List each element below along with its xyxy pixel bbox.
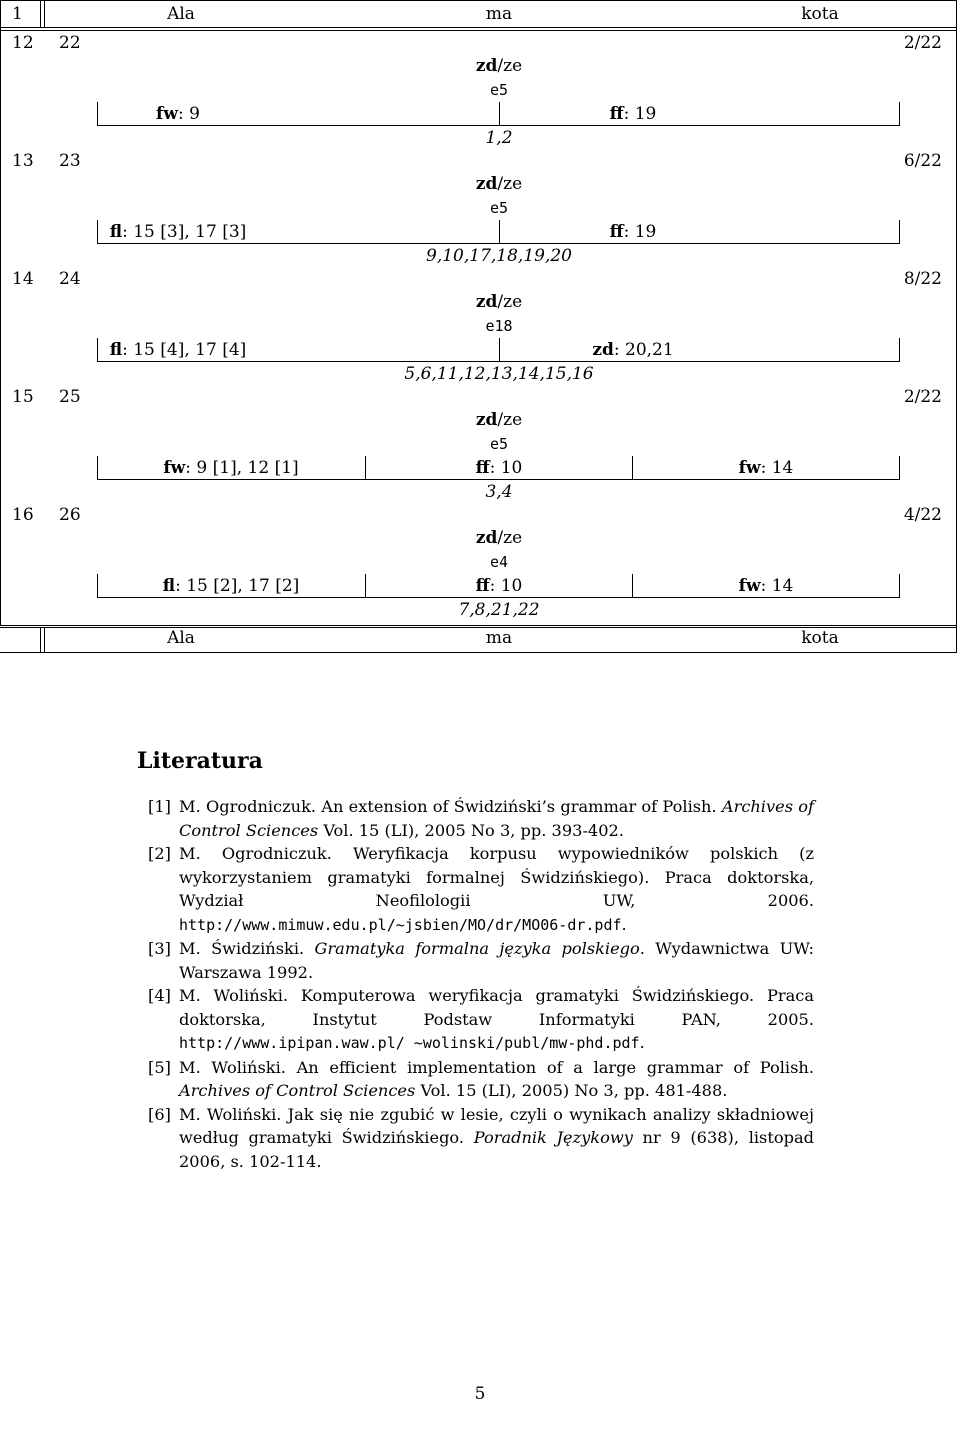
rule-horizontal — [0, 30, 957, 31]
node-numbers: 3,4 — [485, 482, 513, 502]
node-id: 13 — [12, 151, 34, 171]
bib-journal-title: Archives of Control Sciences — [179, 1081, 416, 1100]
node-id: 15 — [12, 387, 34, 407]
node-fraction: 2/22 — [903, 387, 942, 407]
bib-url[interactable]: http://www.ipipan.waw.pl/ ~wolinski/publ/mw-phd.pdf — [179, 1034, 640, 1052]
node-fraction: 2/22 — [903, 33, 942, 53]
child-middle — [476, 456, 523, 480]
node-feature: e5 — [489, 435, 509, 453]
bib-entry-number: [3] — [148, 939, 171, 958]
node-ref: 26 — [59, 505, 81, 525]
bib-entry — [148, 984, 814, 1056]
category-rest: /ze — [497, 410, 523, 430]
rule-vertical — [365, 574, 366, 597]
rule-vertical — [956, 0, 957, 653]
literature-heading: Literatura — [137, 748, 263, 774]
child-right — [610, 220, 657, 244]
bib-text: M. Woliński. Jak się nie zgubić w lesie, czyli o wynikach analizy składniowej według gramatyki Świdzińskiego. — [179, 1104, 814, 1147]
rule-horizontal — [0, 27, 957, 28]
bib-text: . — [639, 1033, 645, 1052]
bib-journal-title: Gramatyka formalna języka polskiego — [314, 939, 640, 958]
category-bold: zd — [475, 56, 498, 76]
feature-value: : 19 — [623, 104, 657, 124]
node-category — [476, 290, 522, 314]
feature-label: ff — [609, 104, 624, 124]
category-rest: /ze — [497, 56, 523, 76]
footer-word-3: kota — [801, 628, 839, 648]
rule-horizontal — [0, 652, 957, 653]
category-rest: /ze — [497, 174, 523, 194]
rule-vertical — [97, 338, 98, 361]
rule-vertical — [899, 338, 900, 361]
node-fraction: 8/22 — [903, 269, 942, 289]
node-feature: e18 — [485, 317, 513, 335]
rule-vertical — [899, 102, 900, 125]
feature-value: : 10 — [489, 576, 523, 596]
node-numbers: 9,10,17,18,19,20 — [426, 246, 572, 266]
child-left — [163, 574, 300, 598]
feature-label: fw — [163, 458, 186, 478]
rule-vertical — [899, 456, 900, 479]
node-category — [476, 408, 522, 432]
child-left — [110, 338, 247, 362]
feature-value: : 15 [2], 17 [2] — [175, 576, 300, 596]
bib-text: nr 9 (638), listopad 2006, s. 102-114. — [179, 1128, 814, 1171]
child-left — [110, 220, 247, 244]
bib-text: M. Woliński. An efficient implementation of a large grammar of Polish. — [179, 1057, 814, 1077]
feature-label: fw — [738, 576, 761, 596]
node-category — [476, 526, 522, 550]
bib-entry-number: [4] — [148, 986, 171, 1005]
rule-vertical — [44, 627, 45, 653]
feature-label: fl — [109, 340, 123, 360]
rule-vertical — [365, 456, 366, 479]
bib-text: Vol. 15 (LI), 2005) No 3, pp. 481-488. — [415, 1081, 728, 1100]
node-feature: e4 — [489, 553, 509, 571]
bib-text: M. Ogrodniczuk. Weryfikacja korpusu wypowiedników polskich (z wykorzystaniem gramatyki formalnej Świdzińskiego). Praca doktorska, Wydział Neofilologii UW, 2006. — [179, 844, 814, 910]
bib-entry-number: [1] — [148, 797, 171, 816]
bib-entry-number: [6] — [148, 1104, 171, 1124]
category-bold: zd — [475, 292, 498, 312]
bib-text: . — [621, 914, 627, 934]
forest-table — [0, 0, 957, 653]
bib-url[interactable]: http://www.mimuw.edu.pl/~jsbien/MO/dr/MO06-dr.pdf — [179, 915, 622, 934]
bib-text: M. Woliński. Komputerowa weryfikacja gramatyki Świdzińskiego. Praca doktorska, Instytut Podstaw Informatyki PAN, 2005. — [179, 986, 814, 1029]
feature-label: zd — [592, 340, 614, 360]
feature-value: : 19 — [623, 222, 657, 242]
node-id: 14 — [12, 269, 34, 289]
footer-word-2: ma — [485, 628, 513, 648]
child-right — [739, 456, 794, 480]
bib-entry — [148, 842, 814, 937]
bib-entry — [148, 1056, 814, 1103]
node-feature: e5 — [489, 81, 509, 99]
bib-text: . Wydawnictwa UW: Warszawa 1992. — [179, 939, 814, 982]
node-id: 16 — [12, 505, 34, 525]
header-word-1: Ala — [167, 4, 195, 24]
category-bold: zd — [475, 410, 498, 430]
rule-vertical — [40, 627, 41, 653]
child-left — [156, 102, 200, 126]
feature-value: : 14 — [760, 458, 794, 478]
category-bold: zd — [475, 528, 498, 548]
node-numbers: 5,6,11,12,13,14,15,16 — [404, 364, 594, 384]
feature-label: ff — [475, 458, 490, 478]
node-numbers: 1,2 — [485, 128, 513, 148]
node-fraction: 6/22 — [903, 151, 942, 171]
child-right — [739, 574, 794, 598]
header-word-3: kota — [801, 4, 839, 24]
child-right — [610, 102, 657, 126]
bib-entry-number: [5] — [148, 1057, 171, 1077]
node-ref: 23 — [59, 151, 81, 171]
rule-vertical — [97, 102, 98, 125]
node-feature: e5 — [489, 199, 509, 217]
bib-entry — [148, 937, 814, 984]
node-fraction: 4/22 — [903, 505, 942, 525]
header-index: 1 — [12, 4, 23, 24]
child-right — [592, 338, 673, 362]
rule-horizontal — [0, 0, 957, 1]
feature-value: : 15 [3], 17 [3] — [122, 222, 247, 242]
bib-text: Vol. 15 (LI), 2005 No 3, pp. 393-402. — [318, 820, 624, 840]
bib-text: M. Świdziński. — [179, 939, 315, 958]
category-rest: /ze — [497, 528, 523, 548]
feature-label: fl — [162, 576, 176, 596]
node-ref: 22 — [59, 33, 81, 53]
rule-vertical — [632, 574, 633, 597]
feature-value: : 20,21 — [613, 340, 674, 360]
node-id: 12 — [12, 33, 34, 53]
rule-vertical — [44, 0, 45, 27]
node-ref: 24 — [59, 269, 81, 289]
bib-entry — [148, 1103, 814, 1174]
rule-vertical — [499, 102, 500, 125]
category-bold: zd — [475, 174, 498, 194]
rule-vertical — [899, 574, 900, 597]
bib-entry — [148, 795, 814, 842]
rule-vertical — [97, 220, 98, 243]
feature-label: ff — [609, 222, 624, 242]
category-rest: /ze — [497, 292, 523, 312]
child-left — [163, 456, 298, 480]
bibliography-list — [148, 795, 814, 1173]
node-ref: 25 — [59, 387, 81, 407]
bib-text: M. Ogrodniczuk. An extension of Świdziński’s grammar of Polish. — [179, 797, 722, 816]
child-middle — [476, 574, 523, 598]
feature-label: fw — [156, 104, 178, 124]
feature-label: fl — [109, 222, 123, 242]
rule-vertical — [40, 0, 41, 27]
feature-value: : 14 — [760, 576, 794, 596]
rule-vertical — [499, 220, 500, 243]
feature-value: : 9 — [178, 104, 200, 124]
rule-vertical — [899, 220, 900, 243]
bib-journal-title: Poradnik Językowy — [473, 1128, 633, 1147]
rule-vertical — [97, 574, 98, 597]
rule-vertical — [499, 338, 500, 361]
feature-value: : 10 — [489, 458, 523, 478]
feature-value: : 15 [4], 17 [4] — [122, 340, 247, 360]
rule-vertical — [632, 456, 633, 479]
bib-journal-title: Archives of Control Sciences — [179, 797, 815, 840]
header-word-2: ma — [485, 4, 513, 24]
node-numbers: 7,8,21,22 — [458, 600, 540, 620]
rule-vertical — [97, 456, 98, 479]
rule-vertical — [0, 0, 1, 625]
node-category — [476, 172, 522, 196]
feature-value: : 9 [1], 12 [1] — [185, 458, 299, 478]
node-category — [476, 54, 522, 78]
page-number: 5 — [474, 1384, 486, 1404]
bib-entry-number: [2] — [148, 844, 171, 863]
feature-label: ff — [475, 576, 490, 596]
footer-word-1: Ala — [167, 628, 195, 648]
feature-label: fw — [738, 458, 761, 478]
